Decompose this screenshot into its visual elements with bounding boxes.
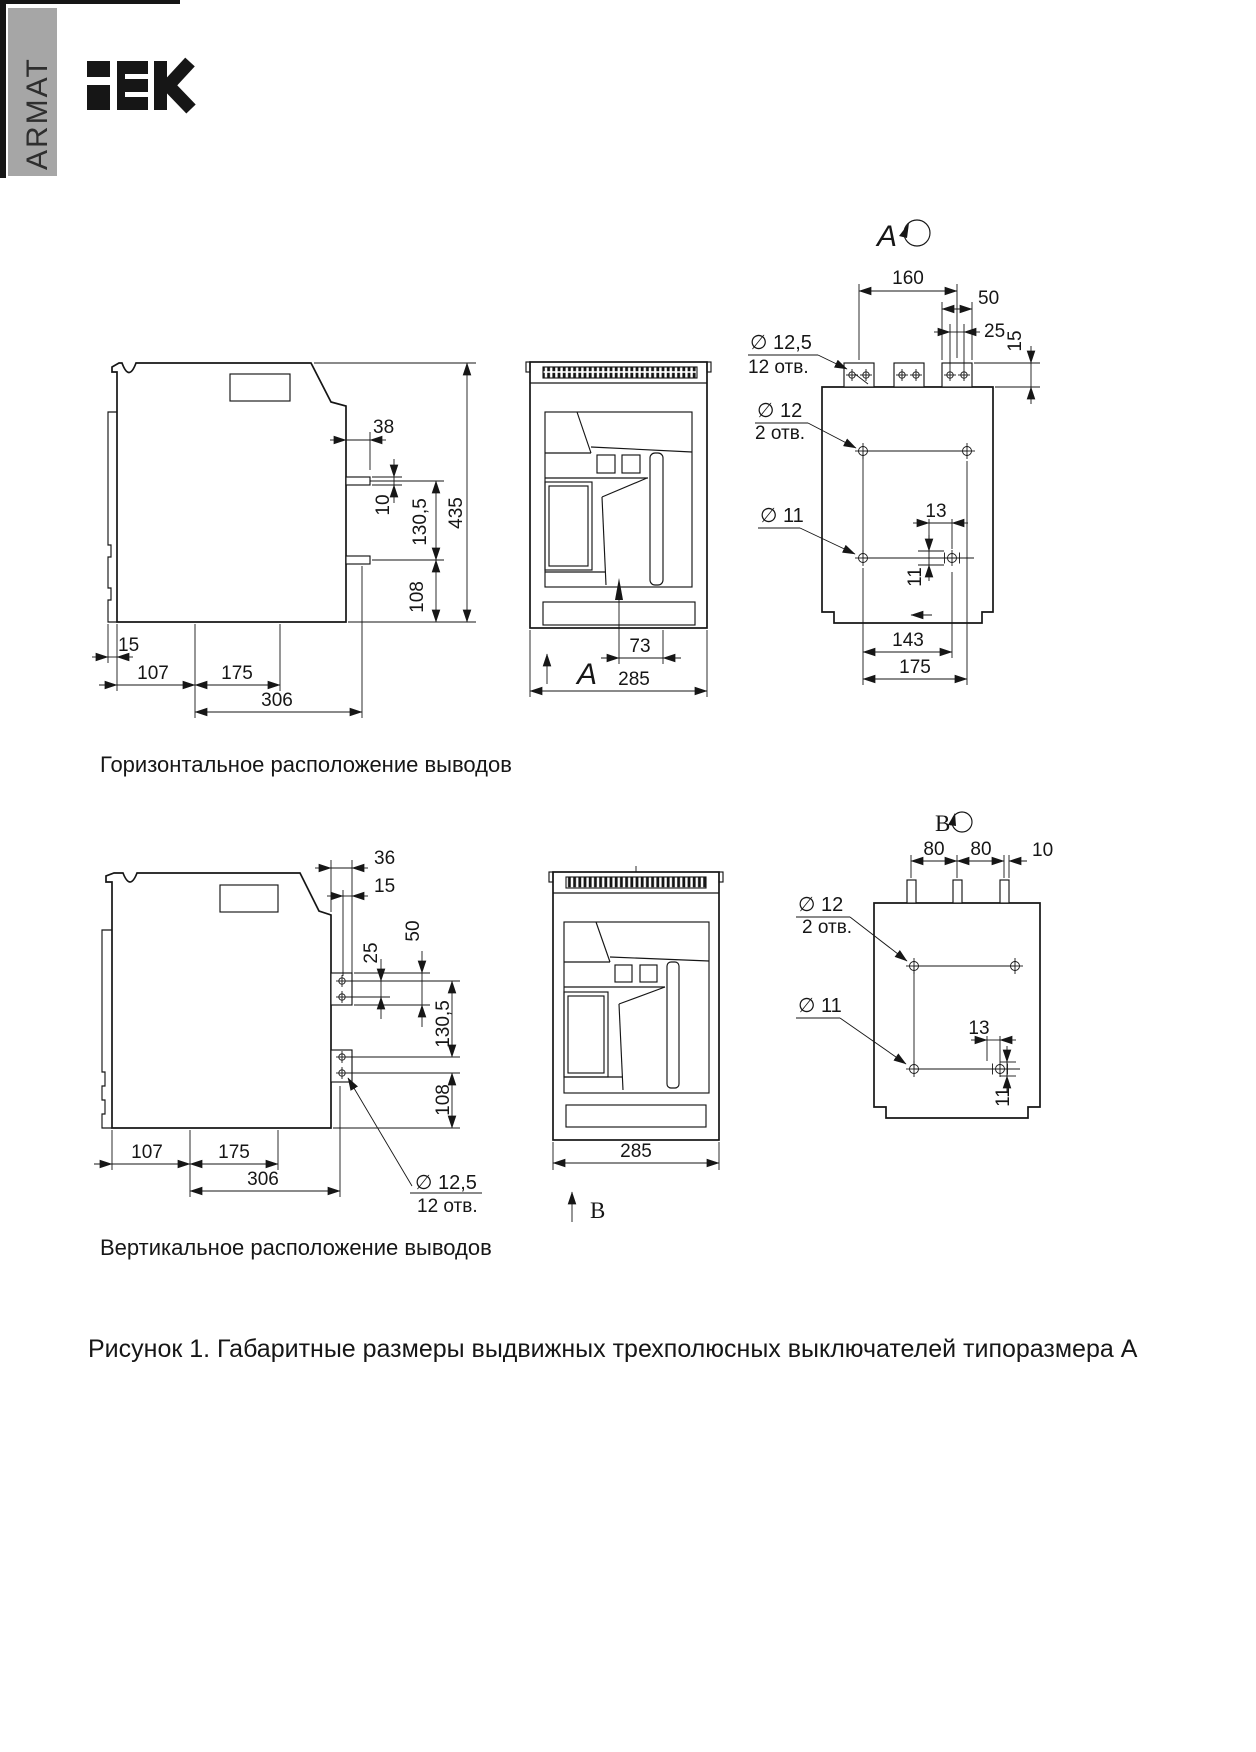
label-12-holes: 12 отв. <box>748 357 809 378</box>
dim-130-5-side: 130,5 <box>433 1000 454 1048</box>
vertical-arrangement <box>94 811 1053 1260</box>
dim-13-v: 13 <box>968 1018 990 1039</box>
dim-50-side: 50 <box>403 920 424 942</box>
label-dia-12-5-v: ∅ 12,5 <box>415 1172 477 1194</box>
dim-108: 108 <box>407 581 428 613</box>
dim-143: 143 <box>892 630 924 651</box>
dim-285: 285 <box>618 669 650 690</box>
view-marker-b-letter: В <box>935 811 951 836</box>
side-view-vertical <box>94 848 482 1217</box>
dim-306-side2: 306 <box>247 1169 279 1190</box>
brand-sidebar-label: ARMAT <box>21 57 54 170</box>
figure-caption: Рисунок 1. Габаритные размеры выдвижных трехполюсных выключателей типоразмера А <box>88 1335 1138 1363</box>
dim-10: 10 <box>1032 840 1054 861</box>
front-view-horizontal <box>526 362 711 697</box>
dim-73: 73 <box>629 636 651 657</box>
dim-11: 11 <box>905 567 926 587</box>
dim-435: 435 <box>446 497 467 529</box>
dim-15-vert: 15 <box>1005 330 1026 352</box>
dim-80-a: 80 <box>923 839 945 860</box>
side-view-horizontal <box>92 363 476 718</box>
dim-38: 38 <box>373 417 395 438</box>
dim-175: 175 <box>221 663 253 684</box>
view-letter-b: В <box>590 1198 606 1223</box>
iek-logo <box>87 61 191 110</box>
rear-view-vertical <box>796 811 1053 1118</box>
dim-130-5: 130,5 <box>410 498 431 546</box>
dim-108-side: 108 <box>433 1084 454 1116</box>
dim-107-side2: 107 <box>131 1142 163 1163</box>
dim-15: 15 <box>118 635 140 656</box>
view-marker-b <box>935 811 972 836</box>
label-dia-12: ∅ 12 <box>757 400 803 422</box>
label-12-holes-v: 12 отв. <box>417 1196 478 1217</box>
label-2-holes: 2 отв. <box>755 423 806 444</box>
dim-285-v: 285 <box>620 1141 652 1162</box>
dim-107: 107 <box>137 663 169 684</box>
dim-36: 36 <box>374 848 396 869</box>
view-marker-a-letter: A <box>877 220 898 253</box>
front-view-vertical <box>549 866 723 1223</box>
view-letter-a: A <box>577 658 598 691</box>
label-dia-11-v: ∅ 11 <box>798 995 842 1017</box>
dim-13: 13 <box>925 501 947 522</box>
label-dia-12-5: ∅ 12,5 <box>750 332 812 354</box>
label-2-holes-v: 2 отв. <box>802 917 853 938</box>
dim-50: 50 <box>978 288 1000 309</box>
dim-80-b: 80 <box>970 839 992 860</box>
dim-15-side: 15 <box>374 876 396 897</box>
view-marker-a <box>875 220 930 253</box>
dim-25: 25 <box>984 321 1006 342</box>
dim-306: 306 <box>261 690 293 711</box>
rear-view-horizontal <box>748 220 1040 685</box>
dim-175-side2: 175 <box>218 1142 250 1163</box>
label-dia-11: ∅ 11 <box>760 505 804 527</box>
dim-11-v: 11 <box>993 1087 1014 1107</box>
dim-175-rear: 175 <box>899 657 931 678</box>
horizontal-arrangement <box>92 220 1040 777</box>
dim-25-side: 25 <box>361 942 382 964</box>
label-dia-12-v: ∅ 12 <box>798 894 844 916</box>
caption-vertical: Вертикальное расположение выводов <box>100 1235 492 1260</box>
brand-sidebar <box>8 8 57 176</box>
caption-horizontal: Горизонтальное расположение выводов <box>100 752 512 777</box>
dim-10: 10 <box>373 494 394 516</box>
dim-160: 160 <box>892 268 924 289</box>
